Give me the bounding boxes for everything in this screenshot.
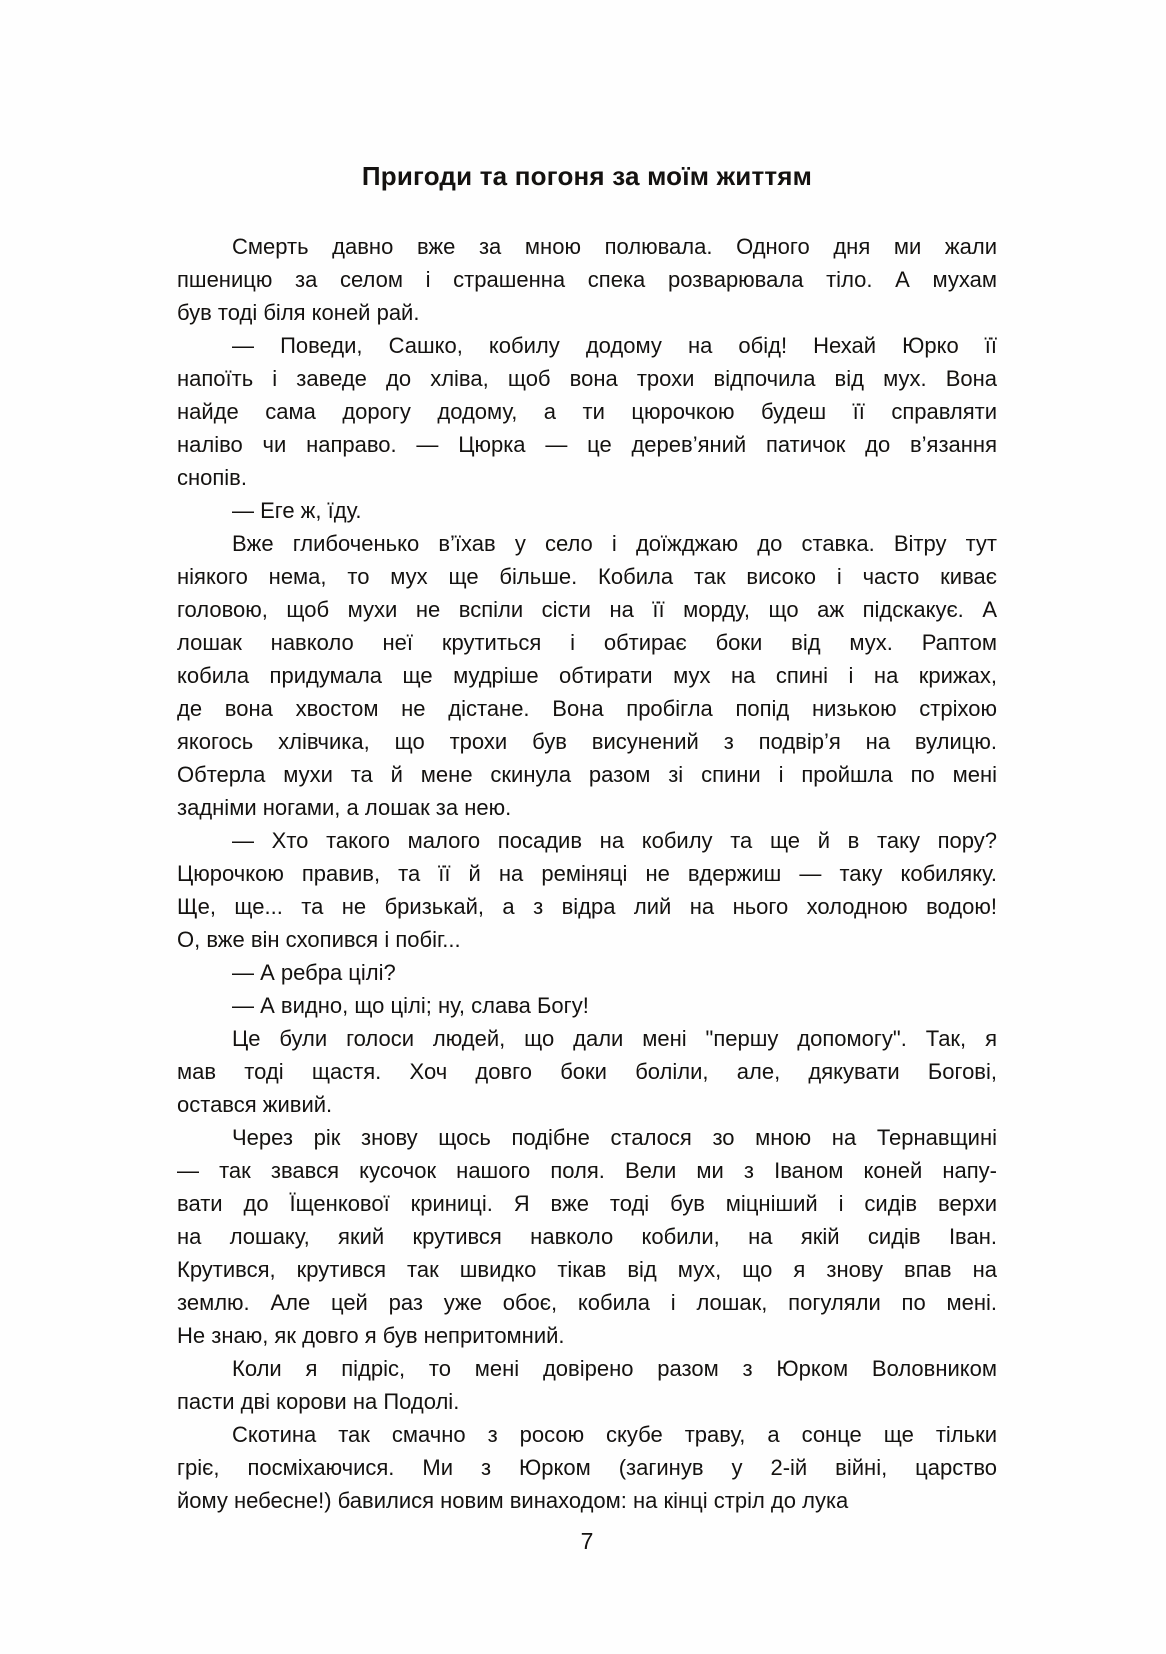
text-line: — Еге ж, їду. [232,498,362,523]
text-line: кобила придумала ще мудріше обтирати мух на спині і на крижах, [177,663,997,688]
text-line: задніми ногами, а лошак за нею. [177,795,512,820]
text-line: — так звався кусочок нашого поля. Вели ми з Іваном коней напу- [177,1158,997,1183]
text-line: остався живий. [177,1092,333,1117]
text-line: Це були голоси людей, що дали мені "першу допомогу". Так, я [232,1026,997,1051]
text-line: на лошаку, який крутився навколо кобили, на якій сидів Іван. [177,1224,997,1249]
text-line: — Поведи, Сашко, кобилу додому на обід! Нехай Юрко її [232,333,997,358]
text-line: головою, щоб мухи не вспіли сісти на її морду, що аж підскакує. А [177,597,997,622]
text-line: — Хто такого малого посадив на кобилу та ще й в таку пору? [232,828,997,853]
text-line: Смерть давно вже за мною полювала. Одного дня ми жали [232,234,997,259]
text-line: ніякого нема, то мух ще більше. Кобила так високо і часто киває [177,564,997,589]
text-line: Скотина так смачно з росою скубе траву, а сонце ще тільки [232,1422,997,1447]
text-line: Вже глибоченько в’їхав у село і доїжджаю до ставка. Вітру тут [232,531,997,556]
text-line: пшеницю за селом і страшенна спека розварювала тіло. А мухам [177,267,997,292]
text-line: — А видно, що цілі; ну, слава Богу! [232,993,589,1018]
text-line: Коли я підріс, то мені довірено разом з Юрком Воловником [232,1356,997,1381]
text-line: наліво чи направо. — Цюрка — це дерев’яний патичок до в’язання [177,432,997,457]
text-line: — А ребра цілі? [232,960,396,985]
text-line: Не знаю, як довго я був непритомний. [177,1323,565,1348]
text-line: Цюрочкою правив, та її й на реміняці не вдержиш — таку кобиляку. [177,861,997,886]
chapter-title: Пригоди та погоня за моїм життям [361,161,813,191]
text-line: Через рік знову щось подібне сталося зо мною на Тернавщині [232,1125,997,1150]
text-line: напоїть і заведе до хліва, щоб вона трохи відпочила від мух. Вона [177,366,997,391]
text-line: лошак навколо неї крутиться і обтирає боки від мух. Раптом [177,630,997,655]
text-line: якогось хлівчика, що трохи був висунений з подвір’я на вулицю. [177,729,997,754]
text-line: землю. Але цей раз уже обоє, кобила і лошак, погуляли по мені. [177,1290,997,1315]
text-line: О, вже він схопився і побіг... [177,927,461,952]
text-line: мав тоді щастя. Хоч довго боки боліли, але, дякувати Богові, [177,1059,997,1084]
text-line: Крутився, крутився так швидко тікав від мух, що я знову впав на [177,1257,997,1282]
text-line: пасти дві корови на Подолі. [177,1389,460,1414]
text-line: найде сама дорогу додому, а ти цюрочкою будеш її справляти [177,399,997,424]
text-line: гріє, посміхаючися. Ми з Юрком (загинув у 2-ій війні, царство [177,1455,997,1480]
text-line: снопів. [177,465,247,490]
text-line: Обтерла мухи та й мене скинула разом зі спини і пройшла по мені [177,762,997,787]
text-line: де вона хвостом не дістане. Вона пробігла попід низькою стріхою [177,696,997,721]
text-line: був тоді біля коней рай. [177,300,420,325]
text-line: вати до Їщенкової криниці. Я вже тоді був міцніший і сидів верхи [177,1191,997,1216]
text-line: Ще, ще... та не бризькай, а з відра лий на нього холодною водою! [177,894,997,919]
page-number: 7 [580,1528,594,1554]
text-line: йому небесне!) бавилися новим винаходом: на кінці стріл до лука [177,1488,849,1513]
body-text [177,230,997,1517]
